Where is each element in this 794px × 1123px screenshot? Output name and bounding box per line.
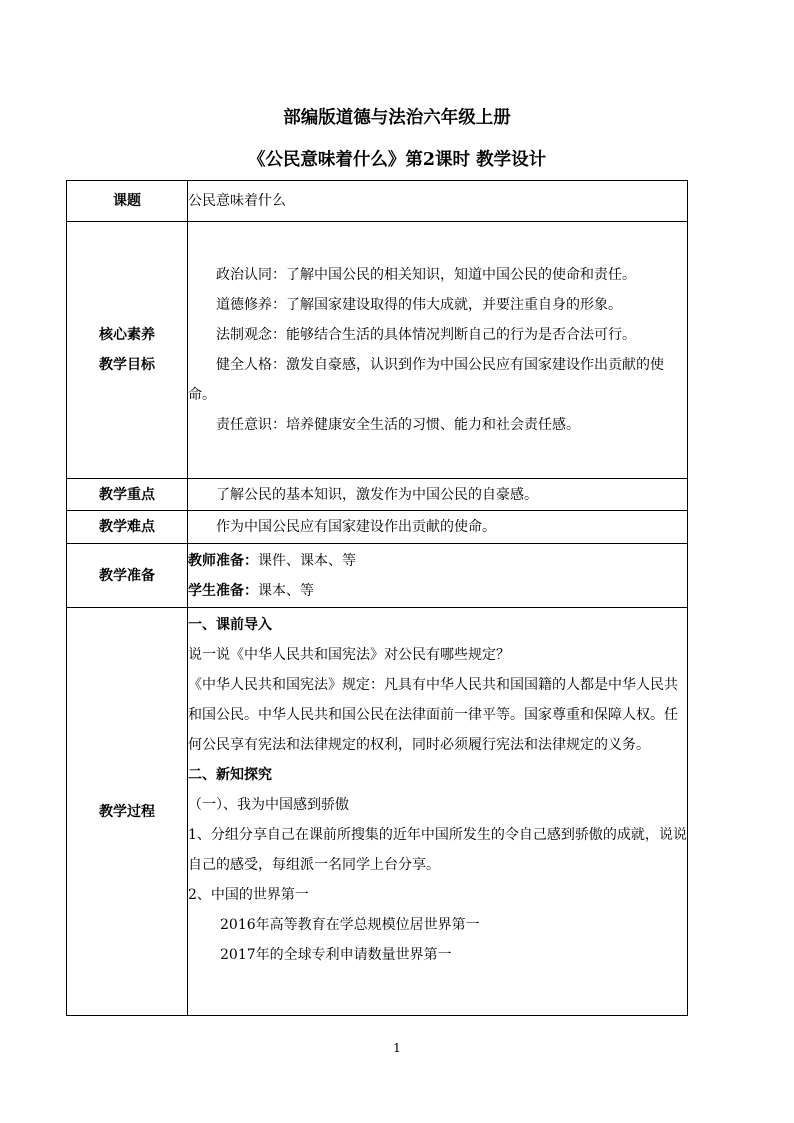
teacher-prep-label: 教师准备： [188,552,258,569]
process-item: 2、中国的世界第一 [188,887,309,903]
section1-answer: 《中华人民共和国宪法》规定：凡具有中华人民共和国国籍的人都是中华人民共和国公民。中华人民共和国公民在法律面前一律平等。国家尊重和保障人权。任何公民享有宪法和法律规定的权利，同时必须履行宪法和法律规定的义务。 [188,677,678,753]
goals-content [188,222,688,479]
document-subtitle: 《公民意味着什么》第2课时 教学设计 [247,150,547,170]
goal-item: 法制观念：能够结合生活的具体情况判断自己的行为是否合法可行。 [216,327,636,343]
section1-question: 说一说《中华人民共和国宪法》对公民有哪些规定？ [188,647,510,663]
teacher-prep-value: 课件、课本、等 [258,552,356,569]
process-subitem: 2017年的全球专利申请数量世界第一 [220,947,452,963]
subsection-heading: （一）、我为中国感到骄傲 [188,797,349,813]
row-label-topic: 课题 [67,181,188,222]
process-subitem: 2016年高等教育在学总规模位居世界第一 [220,917,480,933]
topic-value: 公民意味着什么 [188,181,688,222]
goal-item: 责任意识：培养健康安全生活的习惯、能力和社会责任感。 [216,417,580,433]
process-item: 1、分组分享自己在课前所搜集的近年中国所发生的令自己感到骄傲的成就，说说自己的感受，每组派一名同学上台分享。 [188,827,687,873]
row-label-goals [67,222,188,479]
difficulty-value: 作为中国公民应有国家建设作出贡献的使命。 [216,519,496,535]
table-row-key-point [67,479,688,511]
student-prep-value: 课本、等 [258,582,314,599]
student-prep-label: 学生准备： [188,582,258,599]
goal-item: 健全人格：激发自豪感，认识到作为中国公民应有国家建设作出贡献的使命。 [188,357,664,403]
goal-item: 道德修养：了解国家建设取得的伟大成就，并要注重自身的形象。 [216,297,622,313]
table-row-difficulty [67,511,688,544]
key-point-value: 了解公民的基本知识，激发作为中国公民的自豪感。 [216,486,538,503]
row-label-preparation: 教学准备 [67,544,188,608]
goals-label-line2: 教学目标 [99,357,155,373]
table-row-goals [67,222,688,479]
lesson-plan-table [66,180,688,1016]
row-label-key-point: 教学重点 [67,479,188,511]
document-title: 部编版道德与法治六年级上册 [283,108,511,128]
table-row-process [67,608,688,1016]
goal-item: 政治认同：了解中国公民的相关知识，知道中国公民的使命和责任。 [216,267,636,283]
section-heading: 一、课前导入 [188,617,272,633]
row-label-process: 教学过程 [67,608,188,1016]
section-heading: 二、新知探究 [188,767,272,783]
row-label-difficulty: 教学难点 [67,511,188,544]
page-number: 1 [393,1041,401,1055]
goals-label-line1: 核心素养 [99,327,155,343]
table-row-topic [67,181,688,222]
table-row-preparation [67,544,688,608]
